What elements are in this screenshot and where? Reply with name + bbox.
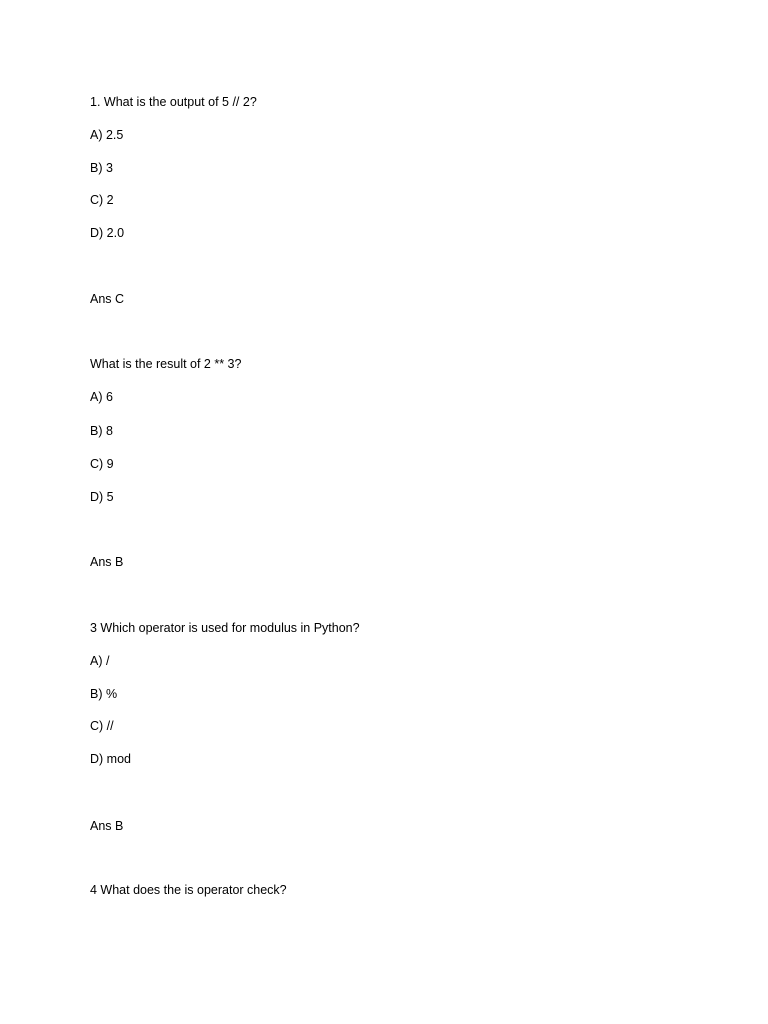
option-d: D) 5 xyxy=(90,490,114,504)
option-a: A) 2.5 xyxy=(90,128,124,142)
option-a: A) 6 xyxy=(90,390,113,404)
option-b: B) 3 xyxy=(90,161,113,175)
option-c: C) 9 xyxy=(90,457,114,471)
question-text: 4 What does the is operator check? xyxy=(90,883,287,897)
option-b: B) 8 xyxy=(90,424,113,438)
question-text: What is the result of 2 ** 3? xyxy=(90,357,242,371)
answer-text: Ans B xyxy=(90,555,124,569)
answer-text: Ans B xyxy=(90,819,124,833)
option-c: C) 2 xyxy=(90,193,114,207)
question-text: 1. What is the output of 5 // 2? xyxy=(90,95,257,109)
option-d: D) 2.0 xyxy=(90,226,125,240)
option-c: C) // xyxy=(90,719,114,733)
question-text: 3 Which operator is used for modulus in Python? xyxy=(90,621,360,635)
option-d: D) mod xyxy=(90,752,131,766)
option-a: A) / xyxy=(90,654,110,668)
answer-text: Ans C xyxy=(90,292,125,306)
option-b: B) % xyxy=(90,687,118,701)
